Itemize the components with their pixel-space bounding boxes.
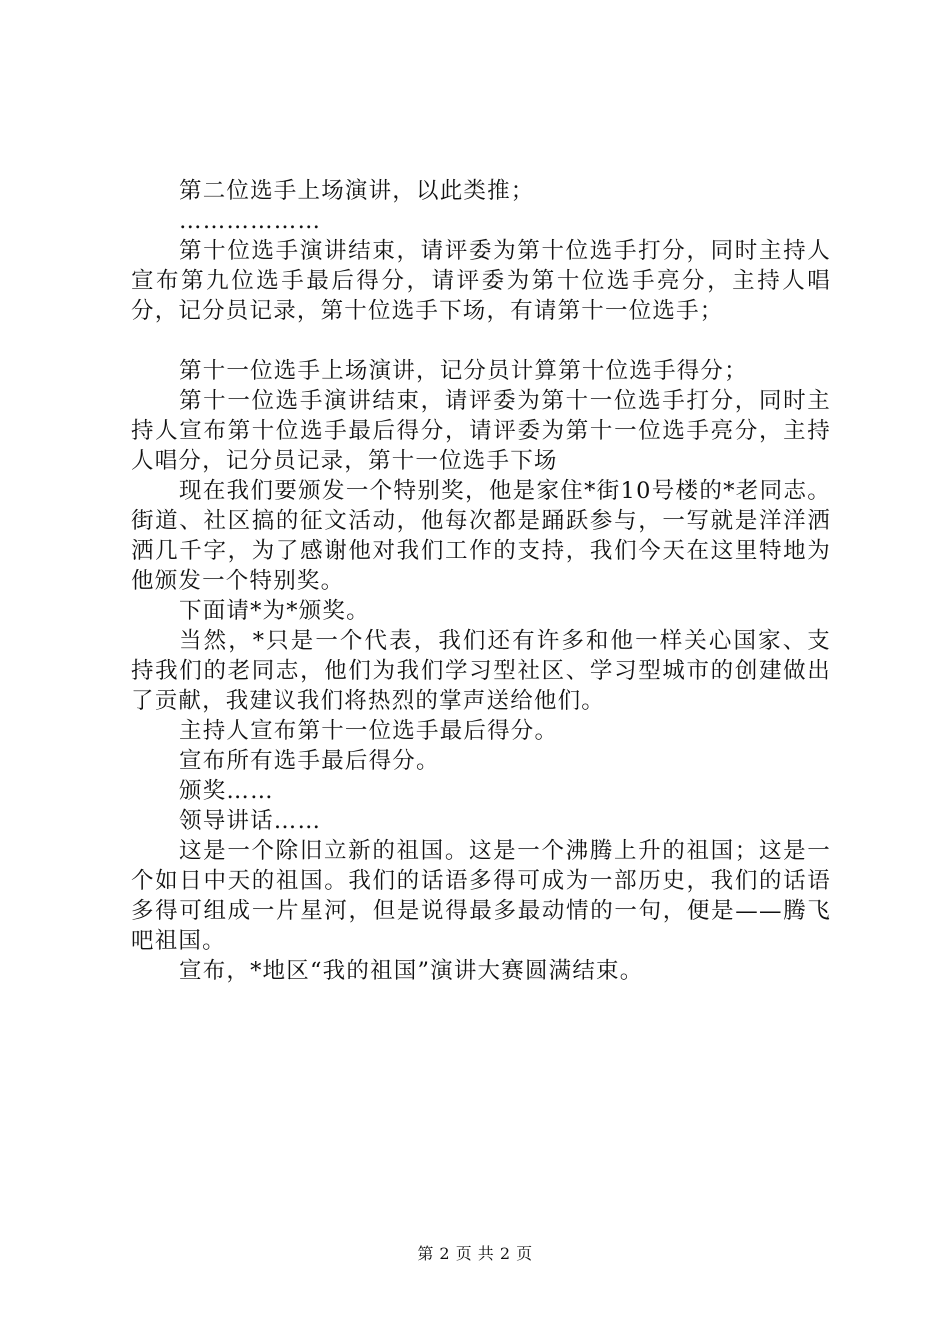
paragraph: 第十一位选手上场演讲，记分员计算第十位选手得分； [179, 358, 748, 384]
paragraph: 宣布所有选手最后得分。 [179, 748, 440, 774]
document-body [131, 176, 831, 986]
paragraph: 当然，*只是一个代表，我们还有许多和他一样关心国家、支持我们的老同志，他们为我们学习型社区、学习型城市的创建做出了贡献，我建议我们将热烈的掌声送给他们。 [131, 628, 831, 714]
paragraph: 领导讲话…… [179, 808, 322, 834]
paragraph: 第十位选手演讲结束，请评委为第十位选手打分，同时主持人宣布第九位选手最后得分，请评委为第十位选手亮分，主持人唱分，记分员记录，第十位选手下场，有请第十一位选手； [131, 238, 831, 324]
page-number-footer: 第 2 页 共 2 页 [417, 1244, 533, 1263]
paragraph: 这是一个除旧立新的祖国。这是一个沸腾上升的祖国；这是一个如日中天的祖国。我们的话语多得可成为一部历史，我们的话语多得可组成一片星河，但是说得最多最动情的一句，便是——腾飞吧祖国。 [131, 838, 831, 954]
paragraph: 第十一位选手演讲结束，请评委为第十一位选手打分，同时主持人宣布第十位选手最后得分，请评委为第十一位选手亮分，主持人唱分，记分员记录，第十一位选手下场 [131, 388, 831, 474]
paragraph: 宣布，*地区“我的祖国”演讲大赛圆满结束。 [179, 958, 644, 984]
paragraph: 主持人宣布第十一位选手最后得分。 [179, 718, 559, 744]
paragraph: 第二位选手上场演讲，以此类推； [179, 178, 535, 204]
paragraph: 现在我们要颁发一个特别奖，他是家住*街10号楼的*老同志。街道、社区搞的征文活动，他每次都是踊跃参与，一写就是洋洋洒洒几千字，为了感谢他对我们工作的支持，我们今天在这里特地为他颁发一个特别奖。 [131, 478, 831, 594]
paragraph-ellipsis: ……………… [179, 208, 322, 234]
paragraph: 颁奖…… [179, 778, 274, 804]
paragraph: 下面请*为*颁奖。 [179, 598, 370, 624]
